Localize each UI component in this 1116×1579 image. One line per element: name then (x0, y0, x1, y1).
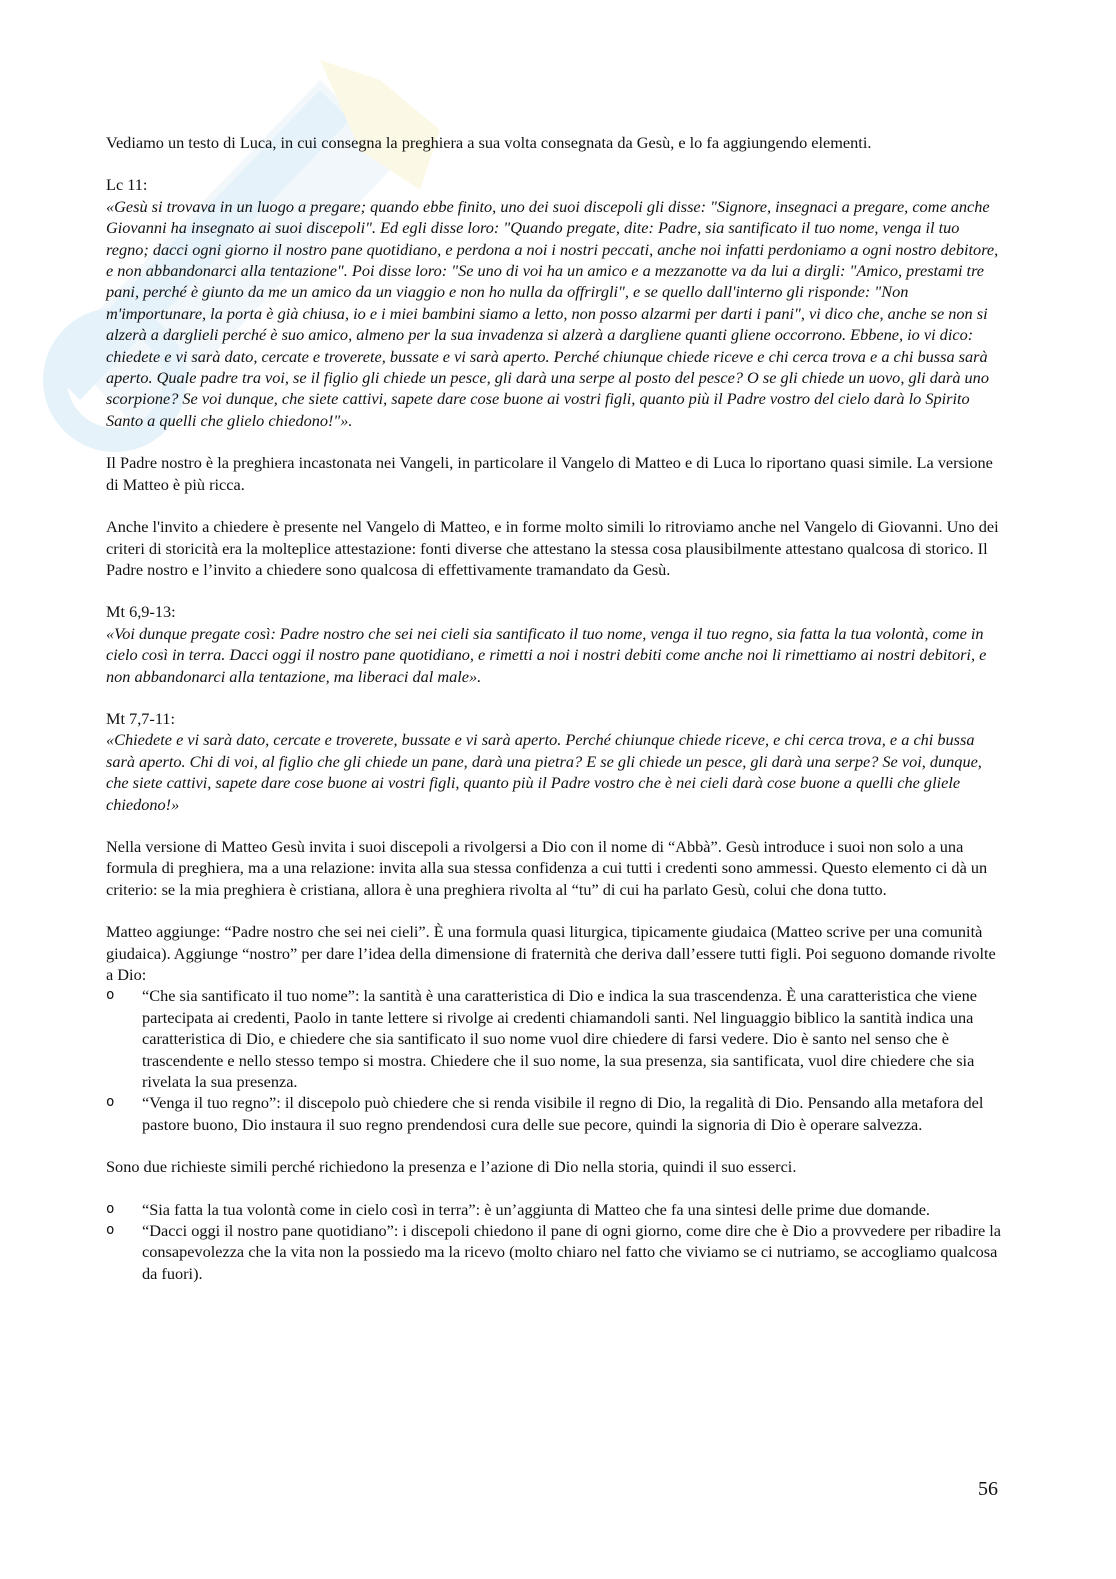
bullet-marker: o (106, 987, 115, 1004)
mt6-reference: Mt 6,9-13: (106, 602, 176, 622)
paragraph-matteo-aggiunge: Matteo aggiunge: “Padre nostro che sei nei cieli”. È una formula quasi liturgica, tipicamente giudaica (Matteo scrive per una comunità giudaica). Aggiunge “nostro” per dare l’idea della dimensione di fraternità che deriva dall’essere tutti figli. Poi seguono domande rivolte a Dio: (106, 922, 996, 984)
list-item: o “Dacci oggi il nostro pane quotidiano”: i discepoli chiedono il pane di ogni giorno, come dire che è Dio a provvedere per ribadire la consapevolezza che la vita non la possiedo ma la ricevo (molto chiaro nel fatto che viviamo se ci nutriamo, se accogliamo qualcosa da fuori). (106, 1221, 1002, 1283)
paragraph-padre-nostro: Il Padre nostro è la preghiera incastonata nei Vangeli, in particolare il Vangelo di Matteo e di Luca lo riportano quasi simile. La versione di Matteo è più ricca. (106, 453, 993, 494)
mt7-reference: Mt 7,7-11: (106, 708, 176, 728)
intro-paragraph: Vediamo un testo di Luca, in cui consegna la preghiera a sua volta consegnata da Gesù, e lo fa aggiungendo elementi. (106, 133, 872, 152)
paragraph-abba: Nella versione di Matteo Gesù invita i suoi discepoli a rivolgersi a Dio con il nome di “Abbà”. Gesù introduce i suoi non solo a una formula di preghiera, ma a una relazione: invita alla sua stessa confidenza a cui tutti i credenti sono ammessi. Questo elemento ci dà un criterio: se la mia preghiera è cristiana, allora è una preghiera rivolta al “tu” di cui ha parlato Gesù, colui che dona tutto. (106, 836, 988, 899)
list-item: o “Che sia santificato il tuo nome”: la santità è una caratteristica di Dio e indica la sua trascendenza. È una caratteristica che viene partecipata ai credenti, Paolo in tante lettere si rivolge ai credenti chiamandoli santi. Nel linguaggio biblico la santità indica una caratteristica di Dio, e chiedere che sia santificato il suo nome vuol dire chiedere di farsi vedere. Dio è santo nel senso che è trascendente e nello stesso tempo si mostra. Chiedere che il suo nome, la sua presenza, sia santificata, vuol dire chiedere che sia rivelata la sua presenza. (106, 986, 977, 1092)
bullet-marker: o (106, 1200, 115, 1217)
bullet-list-1 (106, 985, 1006, 1135)
list-item: o “Sia fatta la tua volontà come in cielo così in terra”: è un’aggiunta di Matteo che fa una sintesi delle prime due domande. (106, 1199, 931, 1219)
mt6-quote: «Voi dunque pregate così: Padre nostro che sei nei cieli sia santificato il tuo nome, venga il tuo regno, sia fatta la tua volontà, come in cielo così in terra. Dacci oggi il nostro pane quotidiano, e rimetti a noi i nostri debiti come anche noi li rimettiamo ai nostri debitori, e non abbandonarci alla tentazione, ma liberaci dal male». (106, 623, 987, 686)
paragraph-invito: Anche l'invito a chiedere è presente nel Vangelo di Matteo, e in forme molto simili lo ritroviamo anche nel Vangelo di Giovanni. Uno dei criteri di storicità era la molteplice attestazione: fonti diverse che attestano la stessa cosa plausibilmente attestano qualcosa di storico. Il Padre nostro e l’invito a chiedere sono qualcosa di effettivamente tramandato da Gesù. (106, 517, 999, 579)
lc-reference: Lc 11: (106, 175, 148, 195)
bullet-list-2 (106, 1199, 1006, 1285)
page-number: 56 (978, 1478, 998, 1500)
paragraph-due-richieste: Sono due richieste simili perché richiedono la presenza e l’azione di Dio nella storia, quindi il suo esserci. (106, 1157, 797, 1177)
document-page (106, 132, 1006, 1284)
list-item: o “Venga il tuo regno”: il discepolo può chiedere che si renda visibile il regno di Dio, la regalità di Dio. Pensando alla metafora del pastore buono, Dio instaura il suo regno prendendosi cura delle sue pecore, quindi la signoria di Dio è operare salvezza. (106, 1093, 984, 1134)
bullet-marker: o (106, 1222, 115, 1239)
bullet-marker: o (106, 1094, 115, 1111)
mt7-quote: «Chiedete e vi sarà dato, cercate e troverete, bussate e vi sarà aperto. Perché chiunque chiede riceve, e chi cerca trova, e a chi bussa sarà aperto. Chi di voi, al figlio che gli chiede un pane, darà una pietra? E se gli chiede un pesce, gli darà una serpe? Se voi, dunque, che siete cattivi, sapete dare cose buone ai vostri figli, quanto più il Padre vostro che è nei cieli darà cose buone a quelli che gliele chiedono!» (106, 730, 982, 814)
lc-quote: «Gesù si trovava in un luogo a pregare; quando ebbe finito, uno dei suoi discepoli gli disse: "Signore, insegnaci a pregare, come anche Giovanni ha insegnato ai suoi discepoli". Ed egli disse loro: "Quando pregate, dite: Padre, sia santificato il tuo nome, venga il tuo regno; dacci ogni giorno il nostro pane quotidiano, e perdona a noi i nostri peccati, anche noi infatti perdoniamo a ogni nostro debitore, e non abbandonarci alla tentazione". Poi disse loro: "Se uno di voi ha un amico e a mezzanotte va da lui a dirgli: "Amico, prestami tre pani, perché è giunto da me un amico da un viaggio e non ho nulla da offrirgli", e se quello dall'interno gli risponde: "Non m'importunare, la porta è già chiusa, io e i miei bambini siamo a letto, non posso alzarmi per darti i pani", vi dico che, anche se non si alzerà a darglieli perché è suo amico, almeno per la sua invadenza si alzerà a dargliene quanti gliene occorrono. Ebbene, io vi dico: chiedete e vi sarà dato, cercate e troverete, bussate e vi sarà aperto. Perché chiunque chiede riceve e chi cerca trova e a chi bussa sarà aperto. Quale padre tra voi, se il figlio gli chiede un pesce, gli darà una serpe al posto del pesce? O se gli chiede un uovo, gli darà uno scorpione? Se voi dunque, che siete cattivi, sapete dare cose buone ai vostri figli, quanto più il Padre vostro del cielo darà lo Spirito Santo a quelli che glielo chiedono!"». (106, 196, 999, 430)
